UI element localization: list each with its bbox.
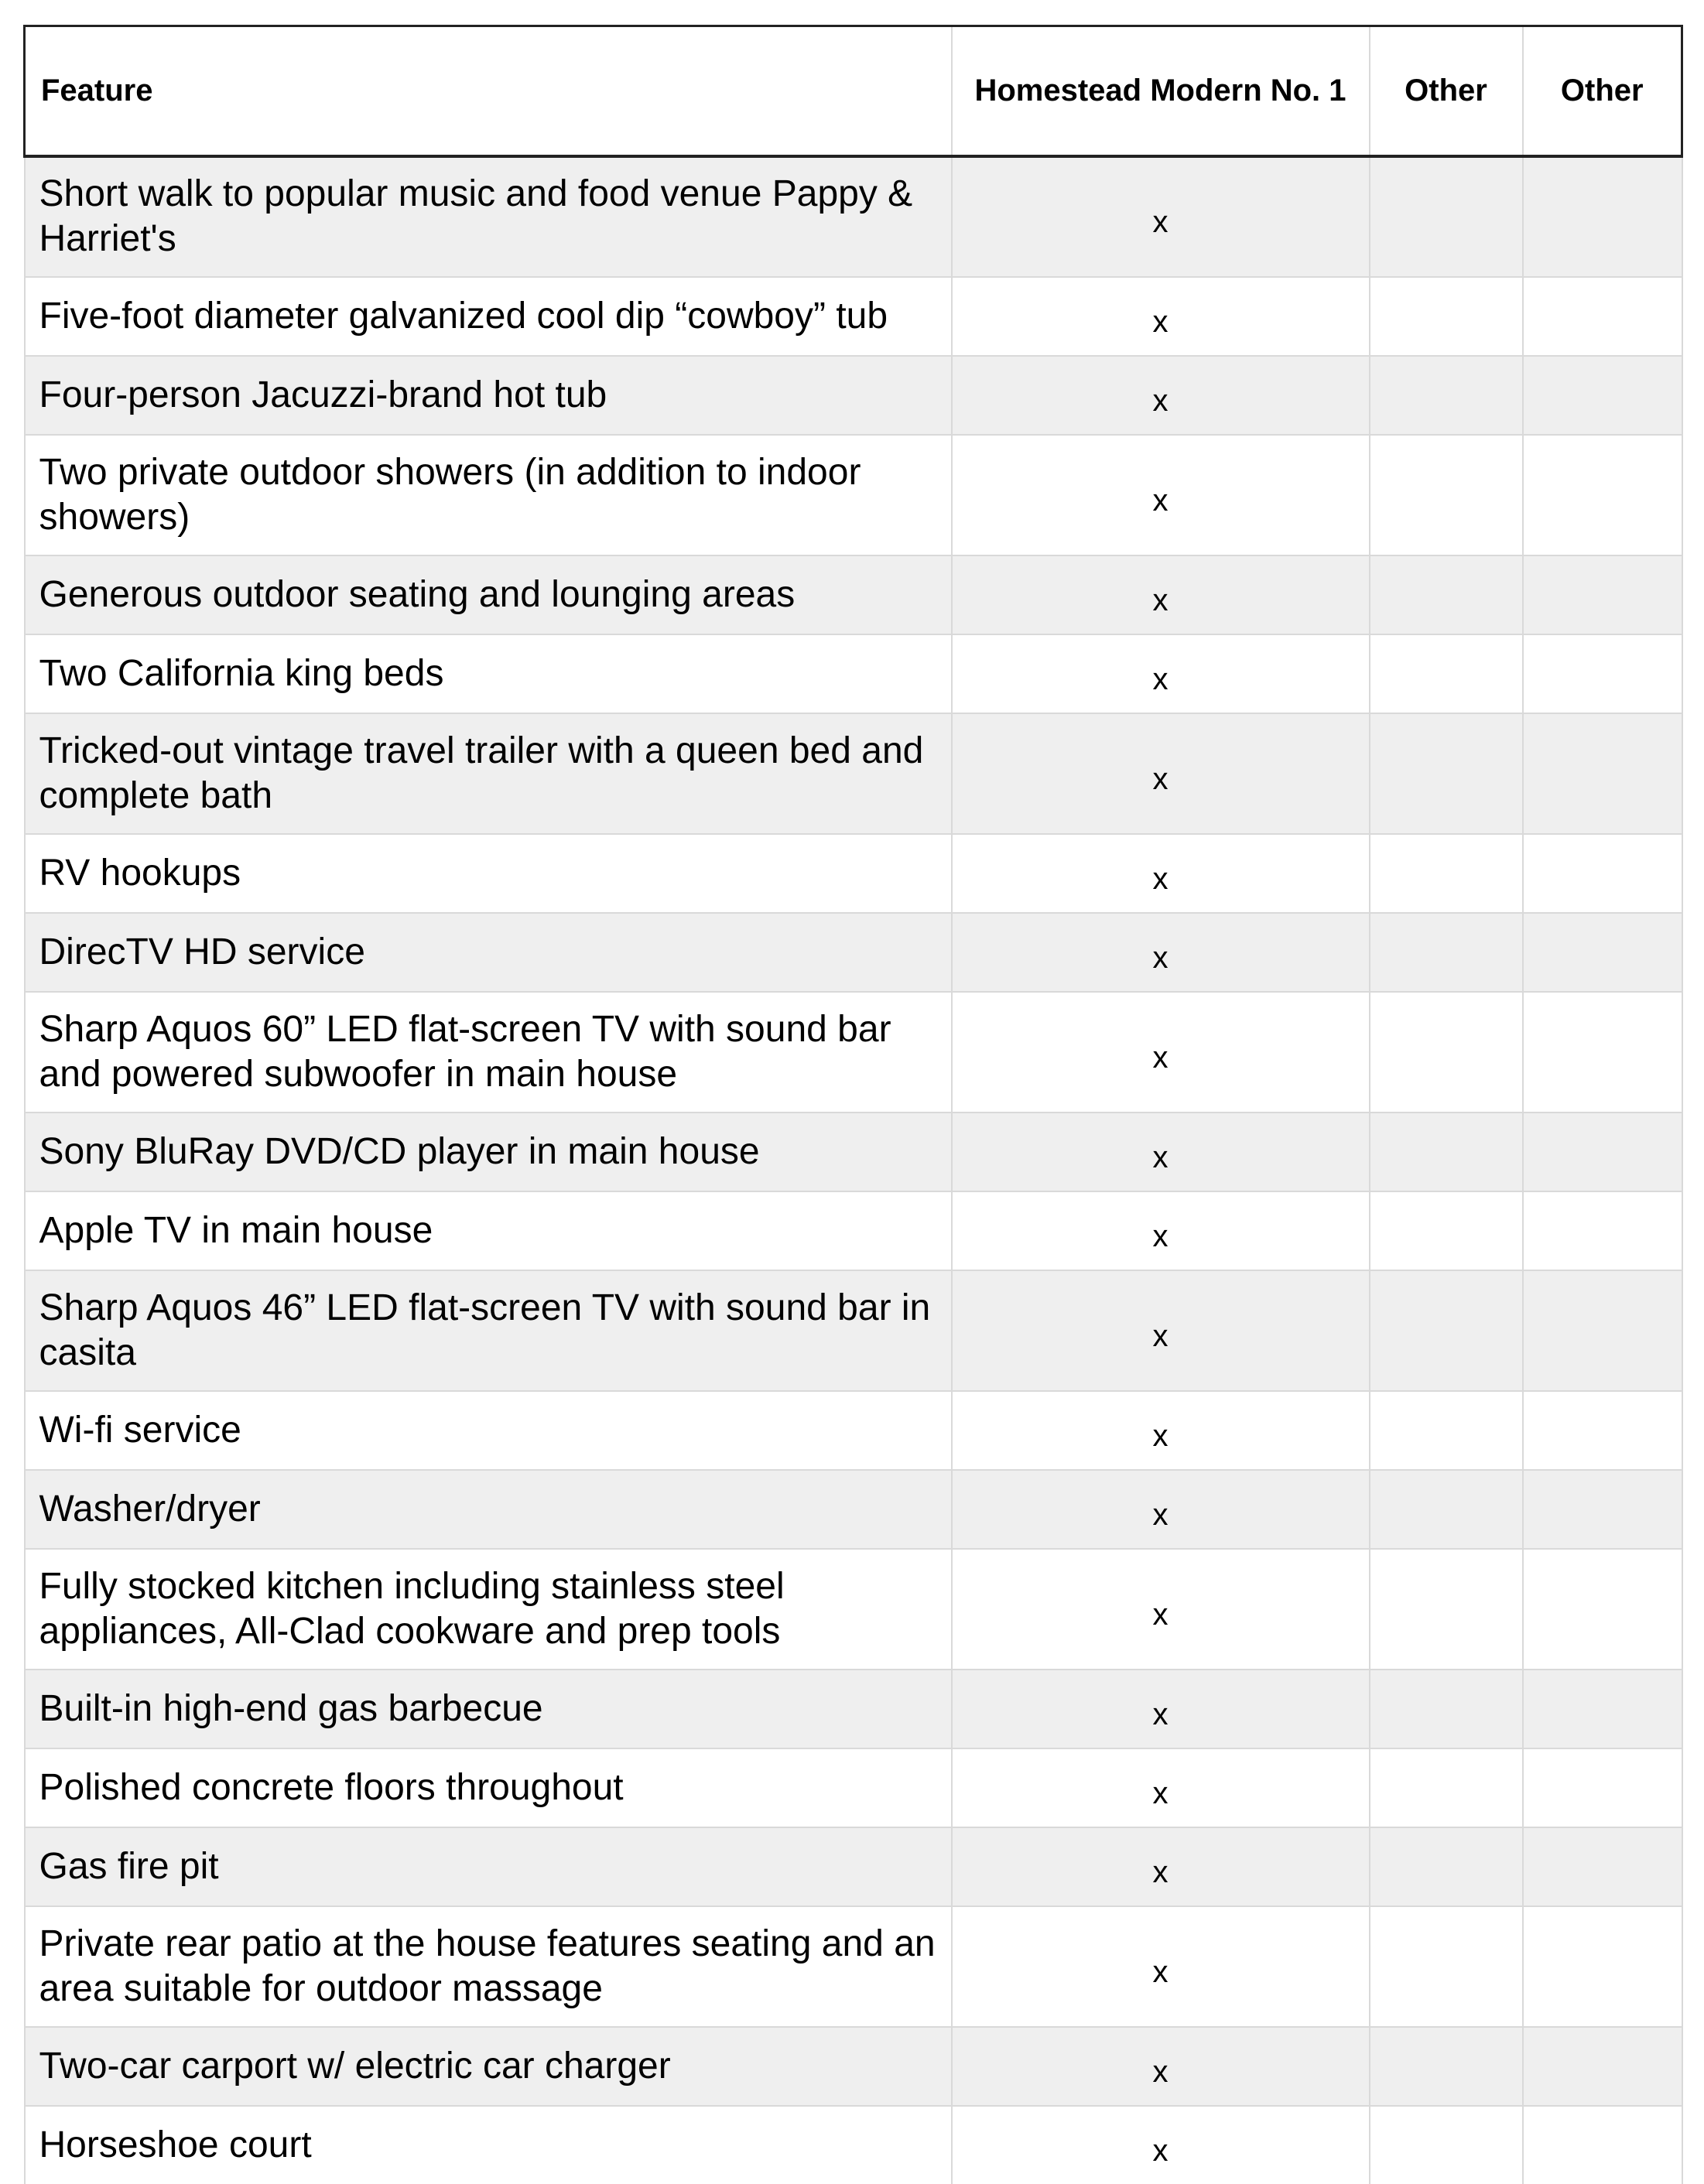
other-1-cell (1370, 1191, 1523, 1270)
other-2-cell (1523, 1270, 1682, 1391)
feature-cell: Washer/dryer (25, 1470, 952, 1549)
feature-cell: Sony BluRay DVD/CD player in main house (25, 1113, 952, 1191)
homestead-mark-cell: x (952, 1906, 1370, 2027)
other-1-cell (1370, 356, 1523, 435)
feature-cell: Private rear patio at the house features seating and an area suitable for outdoor massage (25, 1906, 952, 2027)
feature-cell: DirecTV HD service (25, 913, 952, 992)
feature-comparison-table (23, 25, 1683, 2184)
other-2-cell (1523, 2027, 1682, 2106)
other-1-cell (1370, 834, 1523, 913)
feature-cell: Sharp Aquos 46” LED flat-screen TV with sound bar in casita (25, 1270, 952, 1391)
other-1-cell (1370, 1748, 1523, 1827)
other-2-cell (1523, 1113, 1682, 1191)
table-row (25, 356, 1682, 435)
table-row (25, 634, 1682, 713)
other-2-cell (1523, 834, 1682, 913)
feature-cell: Sharp Aquos 60” LED flat-screen TV with sound bar and powered subwoofer in main house (25, 992, 952, 1113)
other-2-cell (1523, 1906, 1682, 2027)
table-row (25, 1906, 1682, 2027)
table-header (25, 26, 1682, 156)
homestead-mark-cell: x (952, 555, 1370, 634)
homestead-mark-cell: x (952, 1748, 1370, 1827)
other-2-cell (1523, 634, 1682, 713)
homestead-mark-cell: x (952, 1670, 1370, 1748)
table-row (25, 1827, 1682, 1906)
other-1-cell (1370, 1906, 1523, 2027)
other-1-cell (1370, 634, 1523, 713)
table-row (25, 156, 1682, 277)
other-1-cell (1370, 1391, 1523, 1470)
other-1-cell (1370, 1113, 1523, 1191)
table-row (25, 1470, 1682, 1549)
other-1-cell (1370, 1470, 1523, 1549)
table-row (25, 1670, 1682, 1748)
feature-cell: Wi-fi service (25, 1391, 952, 1470)
feature-cell: Two California king beds (25, 634, 952, 713)
other-1-cell (1370, 277, 1523, 356)
other-1-cell (1370, 156, 1523, 277)
table-row (25, 834, 1682, 913)
homestead-mark-cell: x (952, 713, 1370, 834)
other-2-cell (1523, 1391, 1682, 1470)
header-other-2: Other (1523, 26, 1682, 156)
other-2-cell (1523, 2106, 1682, 2184)
other-2-cell (1523, 156, 1682, 277)
other-1-cell (1370, 435, 1523, 555)
homestead-mark-cell: x (952, 1391, 1370, 1470)
feature-cell: Apple TV in main house (25, 1191, 952, 1270)
other-1-cell (1370, 555, 1523, 634)
table-row (25, 1113, 1682, 1191)
homestead-mark-cell: x (952, 356, 1370, 435)
feature-cell: Polished concrete floors throughout (25, 1748, 952, 1827)
feature-cell: Two-car carport w/ electric car charger (25, 2027, 952, 2106)
header-homestead-modern: Homestead Modern No. 1 (952, 26, 1370, 156)
table-row (25, 713, 1682, 834)
homestead-mark-cell: x (952, 1470, 1370, 1549)
table-row (25, 555, 1682, 634)
feature-cell: Gas fire pit (25, 1827, 952, 1906)
table-row (25, 913, 1682, 992)
other-2-cell (1523, 555, 1682, 634)
other-2-cell (1523, 713, 1682, 834)
other-2-cell (1523, 435, 1682, 555)
other-2-cell (1523, 1191, 1682, 1270)
other-1-cell (1370, 992, 1523, 1113)
homestead-mark-cell: x (952, 913, 1370, 992)
other-2-cell (1523, 1549, 1682, 1670)
feature-cell: Fully stocked kitchen including stainless steel appliances, All-Clad cookware and prep tools (25, 1549, 952, 1670)
header-feature: Feature (25, 26, 952, 156)
table-row (25, 277, 1682, 356)
homestead-mark-cell: x (952, 2027, 1370, 2106)
feature-cell: RV hookups (25, 834, 952, 913)
table-row (25, 2027, 1682, 2106)
table-row (25, 1391, 1682, 1470)
other-2-cell (1523, 1670, 1682, 1748)
table-row (25, 435, 1682, 555)
other-2-cell (1523, 1470, 1682, 1549)
table-row (25, 2106, 1682, 2184)
feature-cell: Generous outdoor seating and lounging areas (25, 555, 952, 634)
feature-cell: Four-person Jacuzzi-brand hot tub (25, 356, 952, 435)
feature-cell: Five-foot diameter galvanized cool dip “cowboy” tub (25, 277, 952, 356)
homestead-mark-cell: x (952, 1113, 1370, 1191)
table-row (25, 1191, 1682, 1270)
homestead-mark-cell: x (952, 1191, 1370, 1270)
other-1-cell (1370, 713, 1523, 834)
other-2-cell (1523, 992, 1682, 1113)
comparison-table-container (23, 25, 1681, 2184)
homestead-mark-cell: x (952, 1549, 1370, 1670)
other-1-cell (1370, 1827, 1523, 1906)
header-other-1: Other (1370, 26, 1523, 156)
feature-cell: Short walk to popular music and food venue Pappy & Harriet's (25, 156, 952, 277)
other-2-cell (1523, 1827, 1682, 1906)
homestead-mark-cell: x (952, 634, 1370, 713)
table-row (25, 1549, 1682, 1670)
other-2-cell (1523, 277, 1682, 356)
homestead-mark-cell: x (952, 2106, 1370, 2184)
homestead-mark-cell: x (952, 1827, 1370, 1906)
homestead-mark-cell: x (952, 156, 1370, 277)
table-body (25, 156, 1682, 2184)
homestead-mark-cell: x (952, 992, 1370, 1113)
homestead-mark-cell: x (952, 1270, 1370, 1391)
table-row (25, 1270, 1682, 1391)
table-row (25, 992, 1682, 1113)
feature-cell: Built-in high-end gas barbecue (25, 1670, 952, 1748)
feature-cell: Two private outdoor showers (in addition to indoor showers) (25, 435, 952, 555)
header-row (25, 26, 1682, 156)
feature-cell: Tricked-out vintage travel trailer with a queen bed and complete bath (25, 713, 952, 834)
other-2-cell (1523, 1748, 1682, 1827)
other-1-cell (1370, 1270, 1523, 1391)
other-1-cell (1370, 2106, 1523, 2184)
other-1-cell (1370, 1549, 1523, 1670)
table-row (25, 1748, 1682, 1827)
homestead-mark-cell: x (952, 435, 1370, 555)
homestead-mark-cell: x (952, 277, 1370, 356)
homestead-mark-cell: x (952, 834, 1370, 913)
feature-cell: Horseshoe court (25, 2106, 952, 2184)
other-1-cell (1370, 2027, 1523, 2106)
other-1-cell (1370, 913, 1523, 992)
other-1-cell (1370, 1670, 1523, 1748)
other-2-cell (1523, 356, 1682, 435)
other-2-cell (1523, 913, 1682, 992)
